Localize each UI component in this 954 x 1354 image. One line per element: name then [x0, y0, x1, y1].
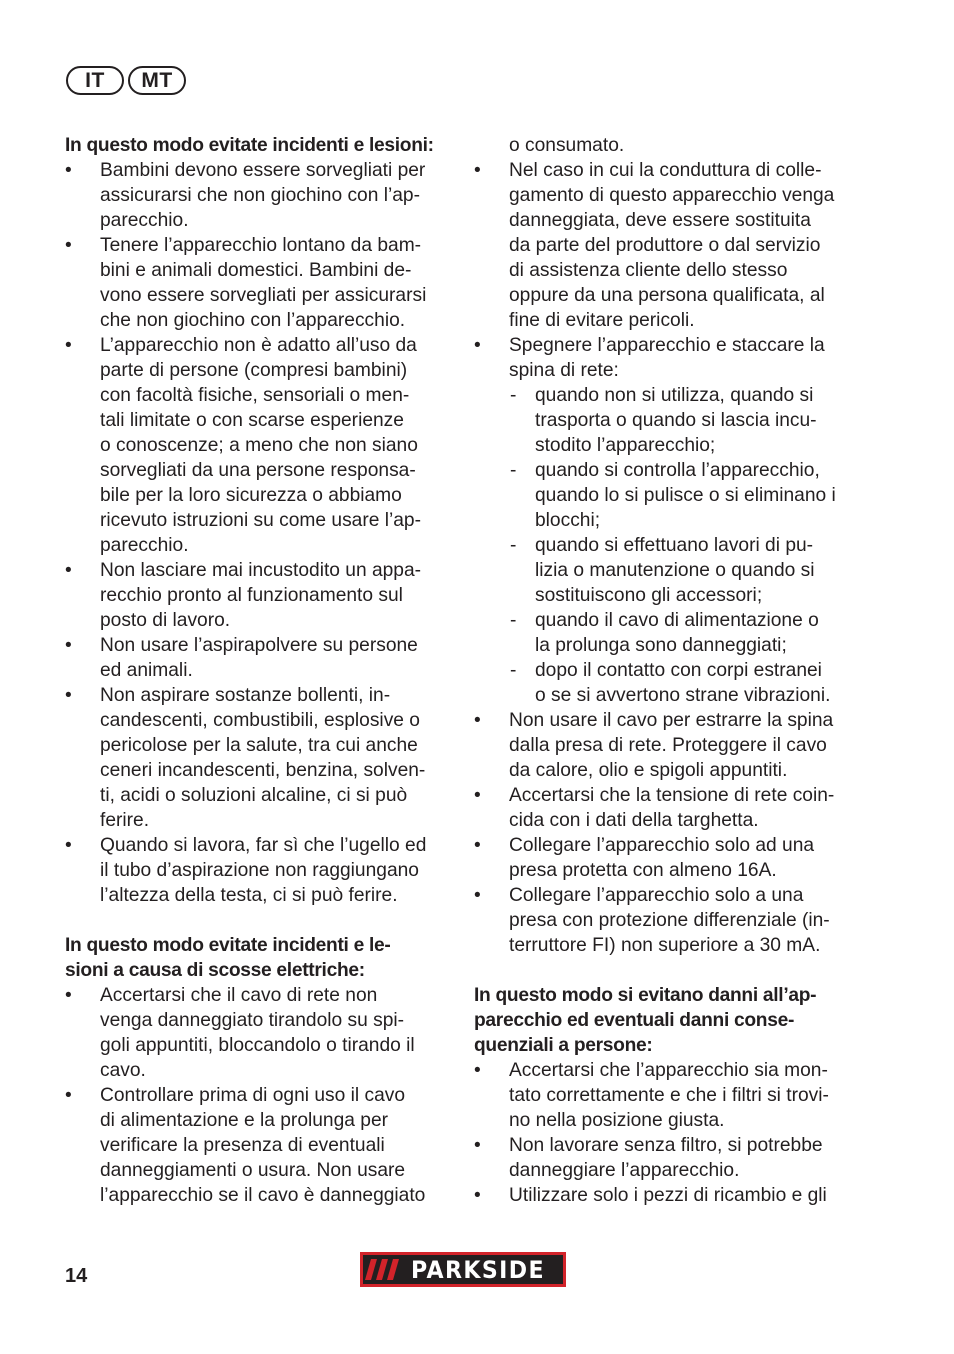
text-line: parecchio.	[100, 535, 189, 556]
bullet-item	[474, 158, 864, 333]
bullet-item	[474, 833, 864, 883]
text-line: bini e animali domestici. Bambini de-	[100, 260, 412, 281]
text-line: Accertarsi che il cavo di rete non	[100, 985, 378, 1006]
bullet-marker: •	[474, 335, 481, 356]
bullet-marker: •	[65, 635, 72, 656]
text-line: Accertarsi che l’apparecchio sia mon-	[509, 1060, 828, 1081]
text-line: presa protetta con almeno 16A.	[509, 860, 777, 881]
text-line: ceneri incandescenti, benzina, solven-	[100, 760, 426, 781]
text-line: posto di lavoro.	[100, 610, 231, 631]
text-line: parecchio.	[100, 210, 189, 231]
text-line: il tubo d’aspirazione non raggiungano	[100, 860, 419, 881]
text-line: ferire.	[100, 810, 150, 831]
text-line: pericolose per la salute, tra cui anche	[100, 735, 418, 756]
bullet-item	[65, 833, 450, 908]
text-line: quando il cavo di alimentazione o	[535, 610, 819, 631]
right-column	[474, 133, 864, 1208]
section-heading	[65, 133, 450, 158]
text-line: danneggiata, deve essere sostituita	[509, 210, 811, 231]
bullet-item	[65, 333, 450, 558]
text-line: recchio pronto al funzionamento sul	[100, 585, 403, 606]
text-line: Spegnere l’apparecchio e staccare la	[509, 335, 825, 356]
text-line: parecchio ed eventuali danni conse-	[474, 1010, 795, 1031]
continued-text	[474, 133, 864, 158]
text-line: con facoltà fisiche, sensoriali o men-	[100, 385, 410, 406]
text-line: ed animali.	[100, 660, 193, 681]
text-line: l’altezza della testa, ci si può ferire.	[100, 885, 398, 906]
text-line: l’apparecchio se il cavo è danneggiato	[100, 1185, 426, 1206]
page-number: 14	[65, 1265, 88, 1287]
text-line: Non usare l’aspirapolvere su persone	[100, 635, 418, 656]
text-line: Non usare il cavo per estrarre la spina	[509, 710, 834, 731]
text-line: da parte del produttore o dal servizio	[509, 235, 821, 256]
text-line: assicurarsi che non giochino con l’ap-	[100, 185, 420, 206]
bullet-item	[65, 558, 450, 633]
bullet-marker: •	[474, 1185, 481, 1206]
text-line: dalla presa di rete. Proteggere il cavo	[509, 735, 827, 756]
bullet-marker: •	[474, 710, 481, 731]
text-line: o se si avvertono strane vibrazioni.	[535, 685, 831, 706]
text-line: Non lasciare mai incustodito un appa-	[100, 560, 422, 581]
text-line: candescenti, combustibili, esplosive o	[100, 710, 420, 731]
bullet-item	[474, 708, 864, 783]
bullet-marker: •	[474, 1135, 481, 1156]
bullet-item	[474, 1058, 864, 1133]
text-line: quando non si utilizza, quando si	[535, 385, 814, 406]
logo-stripes-icon	[363, 1255, 409, 1284]
bullet-item	[65, 1083, 450, 1208]
bullet-item	[474, 333, 864, 383]
logo-wordmark: PARKSIDE	[411, 1255, 545, 1284]
bullet-marker: •	[65, 560, 72, 581]
text-line: che non giochino con l’apparecchio.	[100, 310, 406, 331]
bullet-marker: •	[474, 160, 481, 181]
text-line: cida con i dati della targhetta.	[509, 810, 759, 831]
dash-subitem	[474, 658, 864, 708]
text-line: sostituiscono gli accessori;	[535, 585, 763, 606]
text-line: Non aspirare sostanze bollenti, in-	[100, 685, 391, 706]
bullet-item	[65, 683, 450, 833]
bullet-item	[474, 1183, 864, 1208]
text-line: ti, acidi o soluzioni alcaline, ci si può	[100, 785, 408, 806]
dash-marker: -	[510, 610, 517, 631]
bullet-marker: •	[474, 785, 481, 806]
text-line: quando si effettuano lavori di pu-	[535, 535, 814, 556]
text-line: spina di rete:	[509, 360, 619, 381]
text-line: Collegare l’apparecchio solo ad una	[509, 835, 815, 856]
parkside-logo	[360, 1252, 566, 1287]
text-line: sorvegliati da una persone responsa-	[100, 460, 416, 481]
text-line: no nella posizione giusta.	[509, 1110, 725, 1131]
bullet-marker: •	[65, 235, 72, 256]
text-line: terruttore FI) non superiore a 30 mA.	[509, 935, 821, 956]
text-line: quenziali a persone:	[474, 1035, 653, 1056]
bullet-marker: •	[474, 835, 481, 856]
dash-marker: -	[510, 385, 517, 406]
text-line: parte di persone (compresi bambini)	[100, 360, 408, 381]
bullet-marker: •	[65, 985, 72, 1006]
section-heading	[474, 983, 864, 1058]
text-line: In questo modo si evitano danni all’ap-	[474, 985, 817, 1006]
text-line: danneggiare l’apparecchio.	[509, 1160, 740, 1181]
bullet-marker: •	[474, 885, 481, 906]
dash-marker: -	[510, 535, 517, 556]
text-line: Utilizzare solo i pezzi di ricambio e gli	[509, 1185, 827, 1206]
dash-marker: -	[510, 660, 517, 681]
text-line: Non lavorare senza filtro, si potrebbe	[509, 1135, 823, 1156]
text-line: In questo modo evitate incidenti e lesioni:	[65, 135, 434, 156]
text-line: dopo il contatto con corpi estranei	[535, 660, 822, 681]
text-line: la prolunga sono danneggiati;	[535, 635, 787, 656]
text-line: di assistenza cliente dello stesso	[509, 260, 788, 281]
language-badges	[66, 66, 186, 95]
text-line: fine di evitare pericoli.	[509, 310, 695, 331]
text-line: presa con protezione differenziale (in-	[509, 910, 830, 931]
section-spacer	[474, 958, 864, 983]
text-line: danneggiamenti o usura. Non usare	[100, 1160, 406, 1181]
bullet-item	[65, 633, 450, 683]
text-line: cavo.	[100, 1060, 146, 1081]
text-line: trasporta o quando si lascia incu-	[535, 410, 817, 431]
bullet-marker: •	[65, 160, 72, 181]
text-line: Tenere l’apparecchio lontano da bam-	[100, 235, 422, 256]
text-line: Nel caso in cui la conduttura di colle-	[509, 160, 822, 181]
bullet-marker: •	[65, 685, 72, 706]
bullet-item	[474, 1133, 864, 1183]
text-line: Collegare l’apparecchio solo a una	[509, 885, 804, 906]
text-line: di alimentazione e la prolunga per	[100, 1110, 388, 1131]
section-heading	[65, 933, 450, 983]
section-spacer	[65, 908, 450, 933]
text-line: gamento di questo apparecchio venga	[509, 185, 835, 206]
language-badge-mt: MT	[128, 66, 186, 95]
dash-subitem	[474, 608, 864, 658]
text-line: o consumato.	[509, 135, 625, 156]
left-column	[65, 133, 450, 1208]
text-line: quando lo si pulisce o si eliminano i	[535, 485, 836, 506]
text-line: bile per la loro sicurezza o abbiamo	[100, 485, 402, 506]
text-line: quando si controlla l’apparecchio,	[535, 460, 820, 481]
text-line: da calore, olio e spigoli appuntiti.	[509, 760, 788, 781]
text-line: verificare la presenza di eventuali	[100, 1135, 385, 1156]
text-line: sioni a causa di scosse elettriche:	[65, 960, 365, 981]
text-line: venga danneggiato tirandolo su spi-	[100, 1010, 405, 1031]
text-line: L’apparecchio non è adatto all’uso da	[100, 335, 417, 356]
text-line: Bambini devono essere sorvegliati per	[100, 160, 426, 181]
bullet-item	[474, 783, 864, 833]
dash-marker: -	[510, 460, 517, 481]
text-line: stodito l’apparecchio;	[535, 435, 716, 456]
text-line: lizia o manutenzione o quando si	[535, 560, 815, 581]
bullet-item	[474, 883, 864, 958]
text-line: Accertarsi che la tensione di rete coin-	[509, 785, 835, 806]
dash-subitem	[474, 533, 864, 608]
bullet-item	[65, 233, 450, 333]
text-line: vono essere sorvegliati per assicurarsi	[100, 285, 427, 306]
dash-subitem	[474, 383, 864, 458]
bullet-marker: •	[65, 335, 72, 356]
bullet-marker: •	[474, 1060, 481, 1081]
dash-subitem	[474, 458, 864, 533]
bullet-item	[65, 983, 450, 1083]
bullet-marker: •	[65, 835, 72, 856]
text-line: Controllare prima di ogni uso il cavo	[100, 1085, 406, 1106]
bullet-item	[65, 158, 450, 233]
language-badge-it: IT	[66, 66, 124, 95]
text-line: tato correttamente e che i filtri si trovi-	[509, 1085, 829, 1106]
text-line: Quando si lavora, far sì che l’ugello ed	[100, 835, 427, 856]
text-line: oppure da una persona qualificata, al	[509, 285, 825, 306]
bullet-marker: •	[65, 1085, 72, 1106]
text-line: goli appuntiti, bloccandolo o tirando il	[100, 1035, 415, 1056]
text-line: In questo modo evitate incidenti e le-	[65, 935, 391, 956]
text-line: blocchi;	[535, 510, 601, 531]
text-line: o conoscenze; a meno che non siano	[100, 435, 418, 456]
text-line: ricevuto istruzioni su come usare l’ap-	[100, 510, 421, 531]
text-line: tali limitate o con scarse esperienze	[100, 410, 404, 431]
